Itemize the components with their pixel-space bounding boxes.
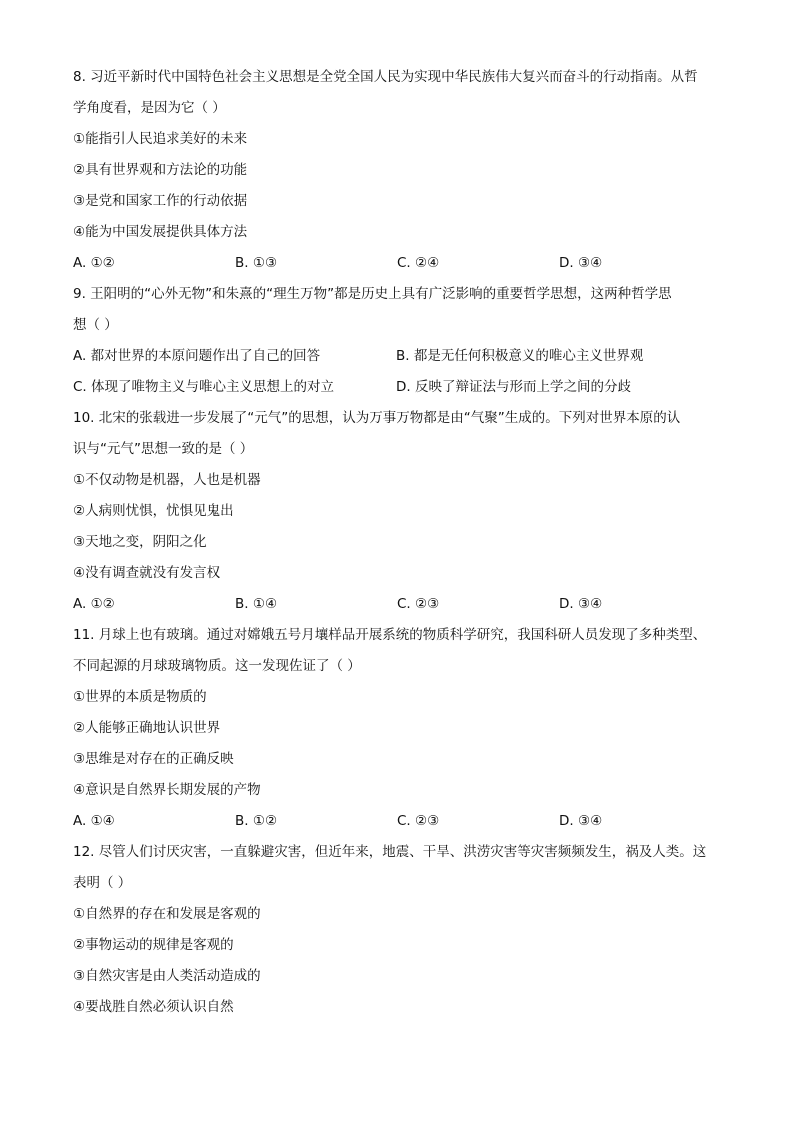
question-stem-line: 10. 北宋的张载进一步发展了“元气”的思想，认为万事万物都是由“气聚”生成的。下列对世界本原的认 [73, 410, 681, 426]
statement-item: ③是党和国家工作的行动依据 [73, 193, 248, 209]
statement-item: ③天地之变，阴阳之化 [73, 534, 207, 550]
statement-item: ②人能够正确地认识世界 [73, 720, 221, 736]
question-stem-line: 12. 尽管人们讨厌灾害，一直躲避灾害，但近年来，地震、干旱、洪涝灾害等灾害频频发生，祸及人类。这 [73, 844, 707, 860]
option-c: C. 体现了唯物主义与唯心主义思想上的对立 [73, 379, 335, 395]
question-9 [73, 279, 733, 403]
statement-item: ④要战胜自然必须认识自然 [73, 999, 234, 1015]
option-b: B. 都是无任何积极意义的唯心主义世界观 [396, 348, 644, 364]
option-a: A. ①② [73, 596, 115, 612]
question-stem-line: 8. 习近平新时代中国特色社会主义思想是全党全国人民为实现中华民族伟大复兴而奋斗的行动指南。从哲 [73, 69, 698, 85]
option-c: C. ②③ [397, 596, 440, 612]
question-stem-line: 不同起源的月球玻璃物质。这一发现佐证了（ ） [73, 658, 361, 674]
exam-page [73, 62, 733, 1023]
question-stem-line: 表明（ ） [73, 875, 132, 891]
answer-options-row [73, 372, 733, 403]
statement-item: ④意识是自然界长期发展的产物 [73, 782, 261, 798]
statement-item: ④没有调查就没有发言权 [73, 565, 221, 581]
statement-item: ③自然灾害是由人类活动造成的 [73, 968, 261, 984]
option-a: A. ①④ [73, 813, 115, 829]
option-c: C. ②③ [397, 813, 440, 829]
option-a: A. 都对世界的本原问题作出了自己的回答 [73, 348, 321, 364]
option-a: A. ①② [73, 255, 115, 271]
question-10 [73, 403, 733, 620]
question-11 [73, 620, 733, 837]
answer-options [73, 248, 733, 279]
statement-item: ①能指引人民追求美好的未来 [73, 131, 248, 147]
answer-options [73, 806, 733, 837]
question-stem-line: 11. 月球上也有玻璃。通过对嫦娥五号月壤样品开展系统的物质科学研究，我国科研人员发现了多种类型、 [73, 627, 707, 643]
question-stem-line: 想（ ） [73, 317, 118, 333]
question-stem-line: 9. 王阳明的“心外无物”和朱熹的“理生万物”都是历史上具有广泛影响的重要哲学思想，这两种哲学思 [73, 286, 672, 302]
option-c: C. ②④ [397, 255, 440, 271]
option-d: D. ③④ [559, 596, 603, 612]
option-b: B. ①② [235, 813, 278, 829]
statement-item: ①不仅动物是机器，人也是机器 [73, 472, 261, 488]
statement-item: ②人病则忧惧，忧惧见鬼出 [73, 503, 234, 519]
answer-options [73, 589, 733, 620]
answer-options-row [73, 341, 733, 372]
option-d: D. ③④ [559, 813, 603, 829]
statement-item: ②事物运动的规律是客观的 [73, 937, 234, 953]
statement-item: ①世界的本质是物质的 [73, 689, 207, 705]
statement-item: ①自然界的存在和发展是客观的 [73, 906, 261, 922]
option-b: B. ①③ [235, 255, 278, 271]
statement-item: ③思维是对存在的正确反映 [73, 751, 234, 767]
question-8 [73, 62, 733, 279]
option-d: D. ③④ [559, 255, 603, 271]
option-d: D. 反映了辩证法与形而上学之间的分歧 [396, 379, 631, 395]
question-stem-line: 识与“元气”思想一致的是（ ） [73, 441, 254, 457]
question-stem-line: 学角度看，是因为它（ ） [73, 100, 226, 116]
option-b: B. ①④ [235, 596, 278, 612]
statement-item: ②具有世界观和方法论的功能 [73, 162, 248, 178]
statement-item: ④能为中国发展提供具体方法 [73, 224, 248, 240]
question-12 [73, 837, 733, 1023]
